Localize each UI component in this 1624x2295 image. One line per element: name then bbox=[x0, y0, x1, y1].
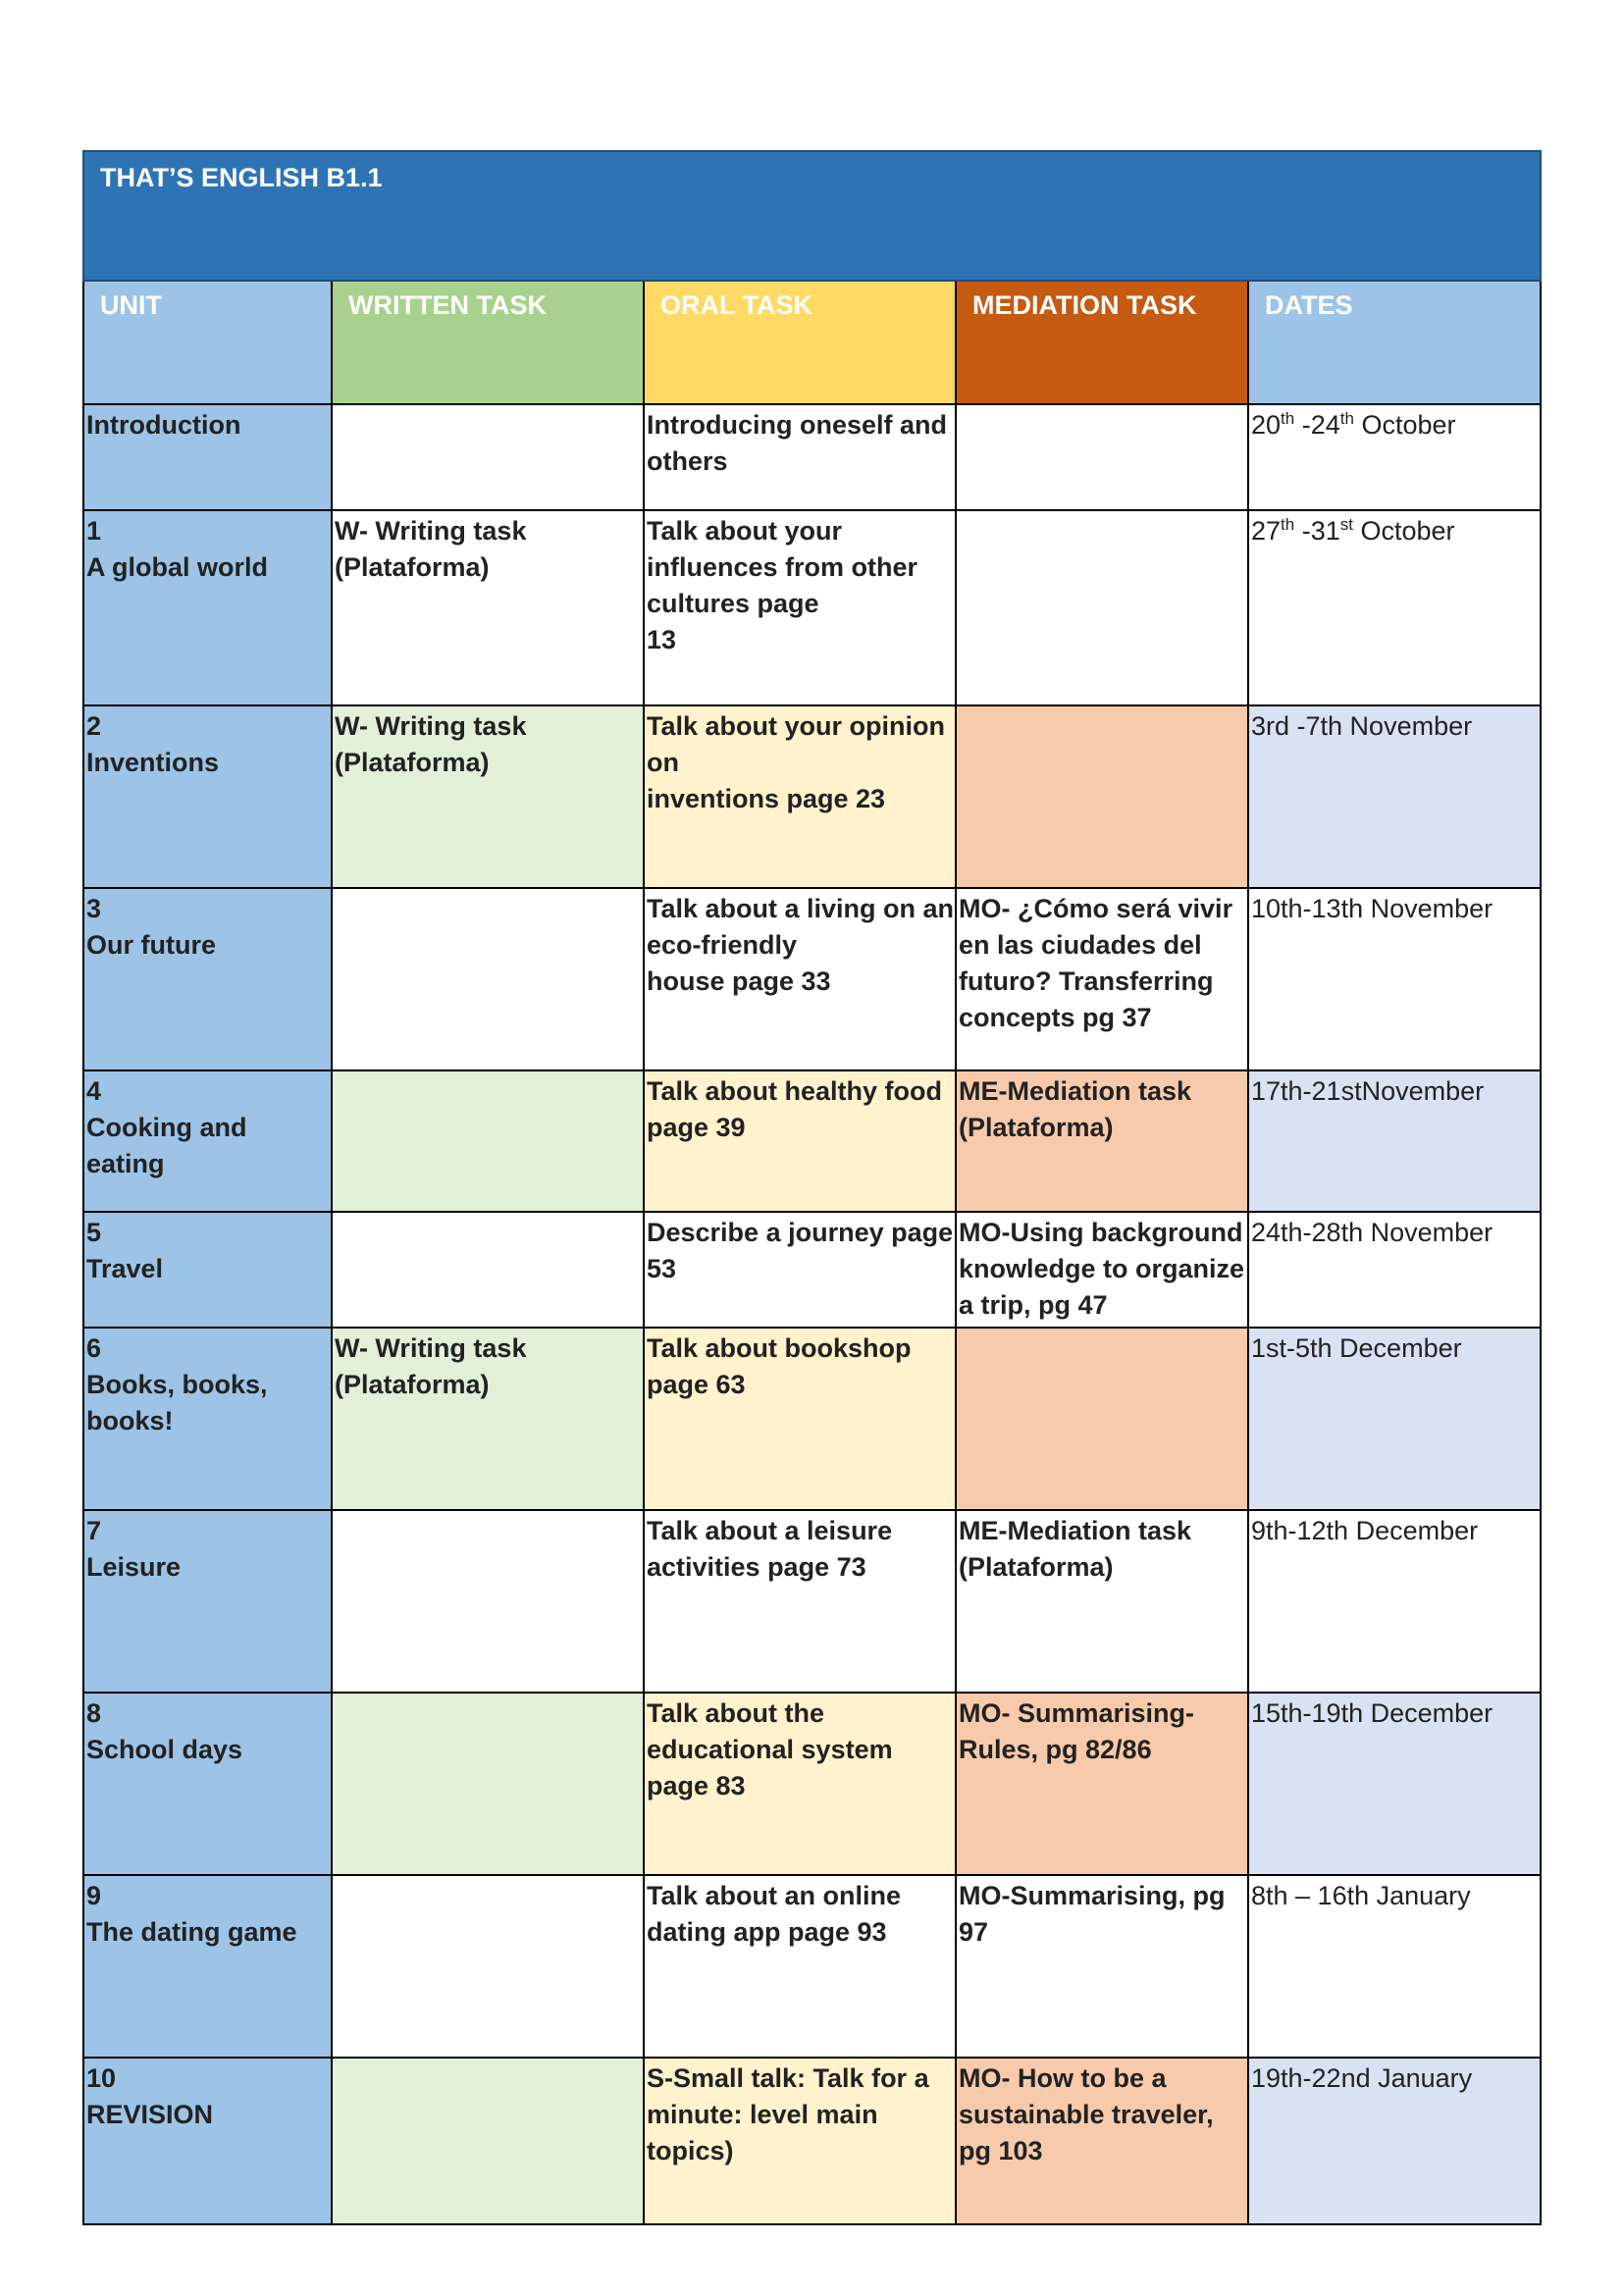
table-row bbox=[83, 1875, 1541, 2058]
unit-number: 4 bbox=[86, 1076, 102, 1106]
header-oral-task: ORAL TASK bbox=[644, 281, 956, 404]
unit-name: Travel bbox=[86, 1254, 164, 1283]
table-row bbox=[83, 1510, 1541, 1693]
oral-task-line: dating app page 93 bbox=[647, 1917, 887, 1947]
unit-number: 5 bbox=[86, 1218, 102, 1247]
header-row bbox=[83, 281, 1541, 404]
unit-cell bbox=[83, 2058, 332, 2224]
dates-cell: 24th-28th November bbox=[1248, 1212, 1541, 1328]
written-task-cell bbox=[332, 510, 644, 705]
table-row bbox=[83, 888, 1541, 1070]
unit-cell bbox=[83, 1328, 332, 1510]
mediation-task-line: en las ciudades del bbox=[959, 930, 1202, 960]
unit-number: 6 bbox=[86, 1333, 102, 1363]
oral-task-cell bbox=[644, 1875, 956, 2058]
oral-task-line: minute: level main bbox=[647, 2100, 878, 2129]
oral-task-cell bbox=[644, 1693, 956, 1875]
mediation-task-line: Rules, pg 82/86 bbox=[959, 1735, 1152, 1764]
written-task-cell bbox=[332, 1328, 644, 1510]
unit-cell bbox=[83, 888, 332, 1070]
mediation-task-cell bbox=[956, 1328, 1248, 1510]
unit-cell bbox=[83, 1510, 332, 1693]
table-row bbox=[83, 1070, 1541, 1212]
mediation-task-line: a trip, pg 47 bbox=[959, 1290, 1108, 1320]
written-task-cell bbox=[332, 1875, 644, 2058]
mediation-task-line: MO- Summarising- bbox=[959, 1698, 1195, 1728]
written-task-line: (Plataforma) bbox=[335, 748, 490, 777]
written-task-line: (Plataforma) bbox=[335, 552, 490, 582]
dates-cell: 9th-12th December bbox=[1248, 1510, 1541, 1693]
header-mediation-task: MEDIATION TASK bbox=[956, 281, 1248, 404]
written-task-cell bbox=[332, 1212, 644, 1328]
unit-name: Books, books, bbox=[86, 1370, 268, 1399]
mediation-task-cell bbox=[956, 1875, 1248, 2058]
mediation-task-cell bbox=[956, 510, 1248, 705]
unit-cell bbox=[83, 510, 332, 705]
mediation-task-cell bbox=[956, 888, 1248, 1070]
unit-name: REVISION bbox=[86, 2100, 214, 2129]
mediation-task-cell bbox=[956, 1510, 1248, 1693]
oral-task-line: Describe a journey page bbox=[647, 1218, 954, 1247]
dates-cell: 10th-13th November bbox=[1248, 888, 1541, 1070]
dates-cell: 17th-21stNovember bbox=[1248, 1070, 1541, 1212]
mediation-task-line: futuro? Transferring bbox=[959, 966, 1214, 996]
oral-task-line: Talk about a leisure bbox=[647, 1516, 893, 1545]
table-row bbox=[83, 510, 1541, 705]
oral-task-line: cultures page bbox=[647, 589, 819, 618]
oral-task-cell bbox=[644, 510, 956, 705]
oral-task-line: inventions page 23 bbox=[647, 784, 886, 813]
mediation-task-cell bbox=[956, 705, 1248, 888]
oral-task-cell bbox=[644, 404, 956, 510]
oral-task-line: Talk about your bbox=[647, 516, 843, 546]
mediation-task-line: MO- How to be a bbox=[959, 2063, 1167, 2093]
oral-task-line: Talk about an online bbox=[647, 1881, 902, 1910]
mediation-task-line: MO-Using background bbox=[959, 1218, 1243, 1247]
written-task-cell bbox=[332, 1693, 644, 1875]
written-task-line: W- Writing task bbox=[335, 516, 527, 546]
unit-number: 1 bbox=[86, 516, 102, 546]
mediation-task-cell bbox=[956, 1212, 1248, 1328]
date-start-suffix: th bbox=[1281, 409, 1295, 428]
written-task-line: W- Writing task bbox=[335, 711, 527, 741]
table-title bbox=[83, 151, 1541, 281]
oral-task-line: others bbox=[647, 446, 728, 476]
table-row bbox=[83, 404, 1541, 510]
unit-name: A global world bbox=[86, 552, 268, 582]
unit-number: 3 bbox=[86, 894, 102, 923]
unit-name: Cooking and eating bbox=[86, 1113, 247, 1178]
unit-name: Our future bbox=[86, 930, 216, 960]
table-row bbox=[83, 2058, 1541, 2224]
oral-task-line: Talk about a living on an bbox=[647, 894, 955, 923]
unit-number: 7 bbox=[86, 1516, 102, 1545]
oral-task-cell bbox=[644, 1510, 956, 1693]
oral-task-line: activities page 73 bbox=[647, 1552, 866, 1582]
dates-cell: 3rd -7th November bbox=[1248, 705, 1541, 888]
table-row bbox=[83, 1212, 1541, 1328]
unit-cell bbox=[83, 404, 332, 510]
written-task-cell bbox=[332, 404, 644, 510]
unit-name: The dating game bbox=[86, 1917, 297, 1947]
unit-cell bbox=[83, 705, 332, 888]
written-task-line: (Plataforma) bbox=[335, 1370, 490, 1399]
mediation-task-line: ME-Mediation task bbox=[959, 1516, 1192, 1545]
oral-task-line: influences from other bbox=[647, 552, 918, 582]
oral-task-line: Talk about your opinion bbox=[647, 711, 945, 741]
oral-task-line: Talk about bookshop bbox=[647, 1333, 912, 1363]
oral-task-line: Introducing oneself and bbox=[647, 410, 948, 440]
oral-task-line: house page 33 bbox=[647, 966, 831, 996]
written-task-line: W- Writing task bbox=[335, 1333, 527, 1363]
mediation-task-line: (Plataforma) bbox=[959, 1552, 1114, 1582]
mediation-task-cell bbox=[956, 1070, 1248, 1212]
date-start: 20 bbox=[1251, 410, 1282, 440]
unit-name: Inventions bbox=[86, 748, 220, 777]
oral-task-line: Talk about healthy food bbox=[647, 1076, 943, 1106]
mediation-task-line: pg 103 bbox=[959, 2136, 1043, 2165]
mediation-task-cell bbox=[956, 1693, 1248, 1875]
oral-task-cell bbox=[644, 705, 956, 888]
written-task-cell bbox=[332, 1510, 644, 1693]
unit-number: 9 bbox=[86, 1881, 102, 1910]
unit-cell bbox=[83, 1693, 332, 1875]
oral-task-line: 53 bbox=[647, 1254, 677, 1283]
unit-cell bbox=[83, 1070, 332, 1212]
mediation-task-line: (Plataforma) bbox=[959, 1113, 1114, 1142]
unit-name: books! bbox=[86, 1406, 174, 1435]
oral-task-cell bbox=[644, 2058, 956, 2224]
mediation-task-line: concepts pg 37 bbox=[959, 1003, 1152, 1032]
date-start: 27 bbox=[1251, 516, 1282, 546]
unit-number: 8 bbox=[86, 1698, 102, 1728]
mediation-task-cell bbox=[956, 404, 1248, 510]
header-written-task: WRITTEN TASK bbox=[332, 281, 644, 404]
dates-cell: 15th-19th December bbox=[1248, 1693, 1541, 1875]
mediation-task-cell bbox=[956, 2058, 1248, 2224]
table-row bbox=[83, 1693, 1541, 1875]
date-end-suffix: st bbox=[1339, 515, 1353, 534]
table-row bbox=[83, 1328, 1541, 1510]
title-text: THAT’S ENGLISH B1.1 bbox=[100, 163, 383, 192]
date-month: October bbox=[1353, 516, 1455, 546]
oral-task-line: 13 bbox=[647, 625, 677, 654]
mediation-task-line: MO- ¿Cómo será vivir bbox=[959, 894, 1233, 923]
oral-task-line: eco-friendly bbox=[647, 930, 798, 960]
oral-task-line: S-Small talk: Talk for a bbox=[647, 2063, 929, 2093]
written-task-cell bbox=[332, 888, 644, 1070]
unit-name: Leisure bbox=[86, 1552, 182, 1582]
oral-task-cell bbox=[644, 1328, 956, 1510]
date-end: -24 bbox=[1294, 410, 1340, 440]
mediation-task-line: 97 bbox=[959, 1917, 989, 1947]
mediation-task-line: knowledge to organize bbox=[959, 1254, 1245, 1283]
unit-cell bbox=[83, 1875, 332, 2058]
unit-name: School days bbox=[86, 1735, 243, 1764]
oral-task-line: page 39 bbox=[647, 1113, 746, 1142]
oral-task-cell bbox=[644, 1212, 956, 1328]
oral-task-line: page 63 bbox=[647, 1370, 746, 1399]
date-start-suffix: th bbox=[1281, 515, 1295, 534]
schedule-table bbox=[82, 150, 1542, 2225]
mediation-task-line: MO-Summarising, pg bbox=[959, 1881, 1226, 1910]
oral-task-line: Talk about the bbox=[647, 1698, 825, 1728]
dates-cell: 1st-5th December bbox=[1248, 1328, 1541, 1510]
dates-cell: 8th – 16th January bbox=[1248, 1875, 1541, 2058]
oral-task-cell bbox=[644, 1070, 956, 1212]
mediation-task-line: sustainable traveler, bbox=[959, 2100, 1214, 2129]
dates-cell: 19th-22nd January bbox=[1248, 2058, 1541, 2224]
written-task-cell bbox=[332, 705, 644, 888]
date-end: -31 bbox=[1294, 516, 1340, 546]
written-task-cell bbox=[332, 2058, 644, 2224]
unit-name: Introduction bbox=[86, 410, 241, 440]
unit-number: 10 bbox=[86, 2063, 117, 2093]
header-dates: DATES bbox=[1248, 281, 1541, 404]
unit-number: 2 bbox=[86, 711, 102, 741]
oral-task-line: educational system bbox=[647, 1735, 893, 1764]
unit-cell bbox=[83, 1212, 332, 1328]
oral-task-line: topics) bbox=[647, 2136, 734, 2165]
dates-cell bbox=[1248, 404, 1541, 510]
written-task-cell bbox=[332, 1070, 644, 1212]
dates-cell bbox=[1248, 510, 1541, 705]
table-row bbox=[83, 705, 1541, 888]
oral-task-line: on bbox=[647, 748, 679, 777]
oral-task-line: page 83 bbox=[647, 1771, 746, 1800]
date-end-suffix: th bbox=[1339, 409, 1354, 428]
oral-task-cell bbox=[644, 888, 956, 1070]
header-unit: UNIT bbox=[83, 281, 332, 404]
mediation-task-line: ME-Mediation task bbox=[959, 1076, 1192, 1106]
date-month: October bbox=[1353, 410, 1456, 440]
